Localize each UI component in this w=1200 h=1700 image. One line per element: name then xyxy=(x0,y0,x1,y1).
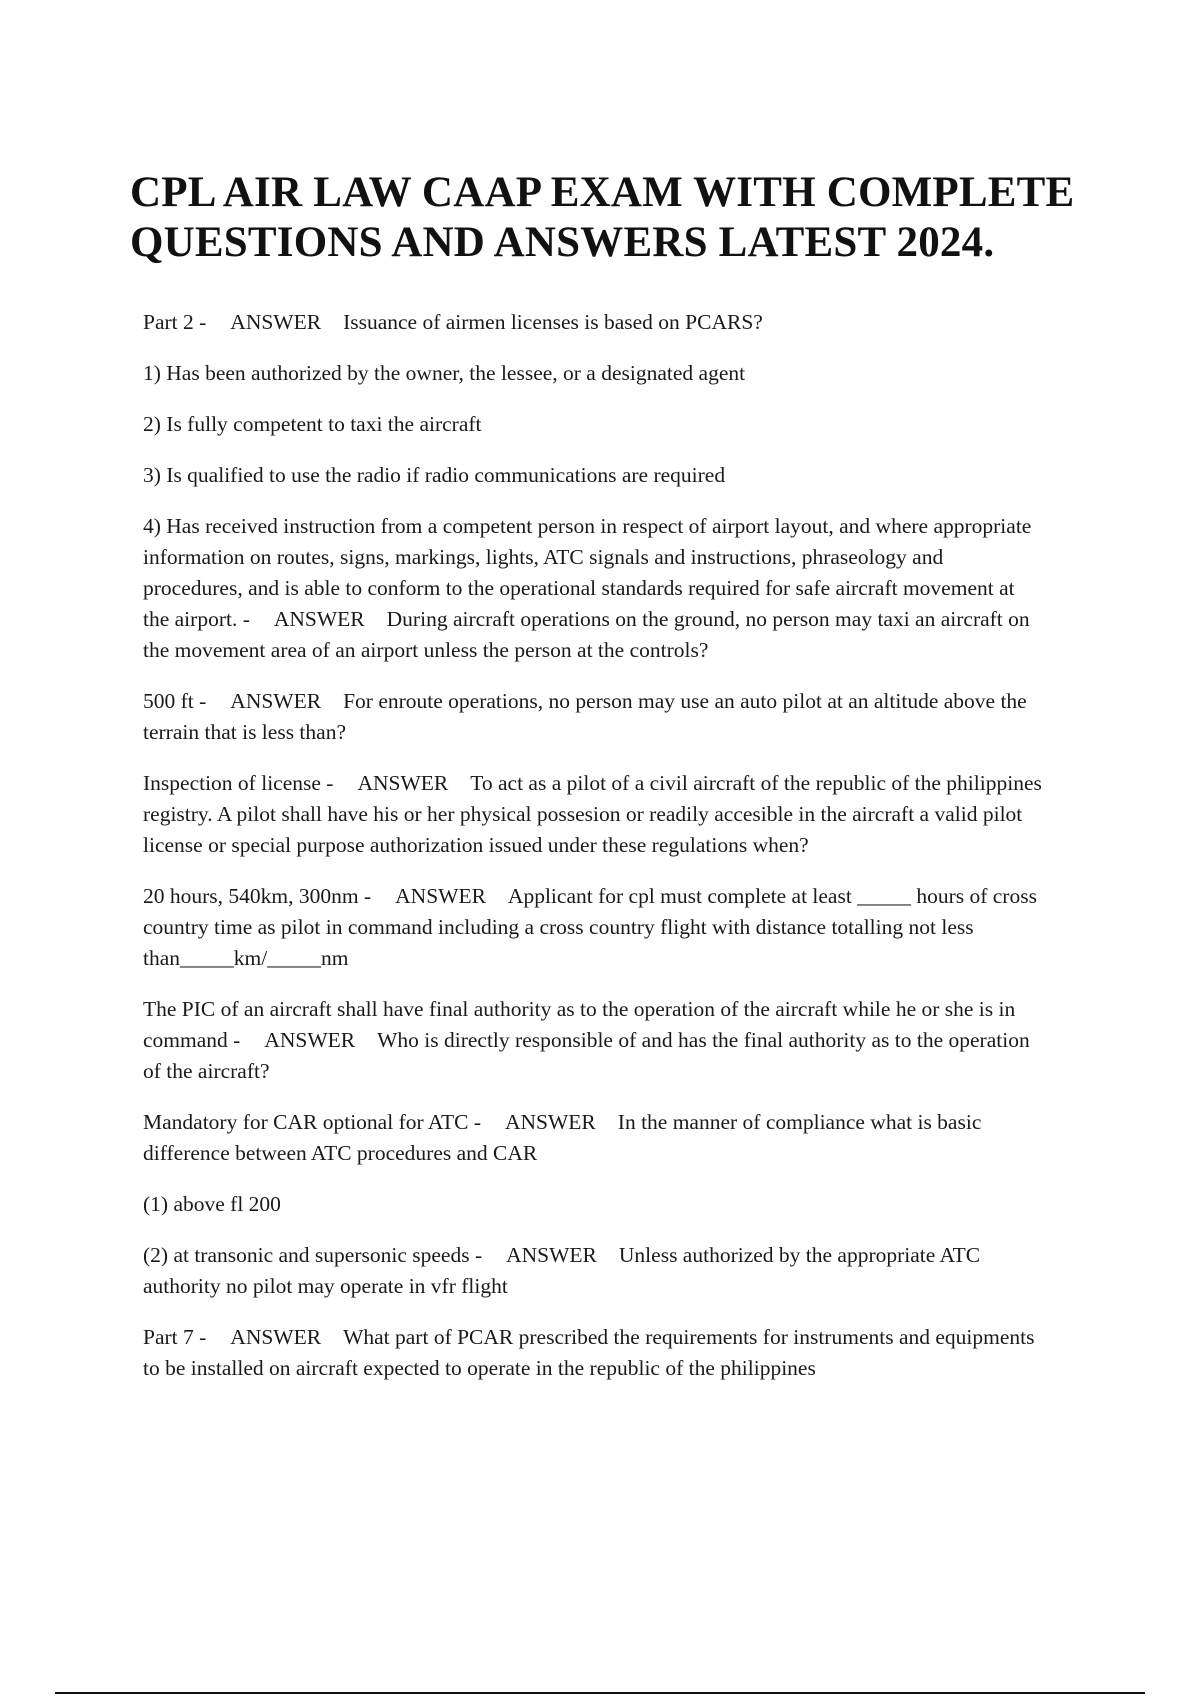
entry-question: In the manner of compliance what is basic difference between ATC procedures and CAR xyxy=(143,1110,982,1165)
qa-entry xyxy=(143,307,1043,338)
answer-label: ANSWER xyxy=(505,1110,596,1134)
qa-entry xyxy=(143,511,1043,666)
entry-text: 1) Has been authorized by the owner, the lessee, or a designated agent xyxy=(143,361,746,385)
qa-entry xyxy=(143,881,1043,974)
entry-answer: The PIC of an aircraft shall have final authority as to the operation of the aircraft while he or she is in command - xyxy=(143,997,1016,1052)
qa-entry xyxy=(143,358,1043,389)
qa-entry xyxy=(143,409,1043,440)
qa-entry xyxy=(143,460,1043,491)
page-title: CPL AIR LAW CAAP EXAM WITH COMPLETE QUESTIONS AND ANSWERS LATEST 2024. xyxy=(130,169,1075,266)
entry-answer: Mandatory for CAR optional for ATC - xyxy=(143,1110,481,1134)
entry-question: Issuance of airmen licenses is based on PCARS? xyxy=(343,310,763,334)
answer-label: ANSWER xyxy=(230,689,322,713)
qa-entry xyxy=(143,1189,1043,1220)
answer-label: ANSWER xyxy=(395,884,486,908)
entry-question: For enroute operations, no person may use an auto pilot at an altitude above the terrain that is less than? xyxy=(143,689,1027,744)
qa-entry xyxy=(143,1107,1043,1169)
qa-list xyxy=(143,307,1043,1404)
entry-question: To act as a pilot of a civil aircraft of the republic of the philippines registry. A pilot shall have his or her physical possesion or readily accesible in the aircraft a valid pilot license or special purpose authorization issued under these regulations when? xyxy=(143,771,1042,857)
qa-entry xyxy=(143,768,1043,861)
entry-answer: 20 hours, 540km, 300nm - xyxy=(143,884,372,908)
entry-answer: (2) at transonic and supersonic speeds - xyxy=(143,1243,483,1267)
entry-question: During aircraft operations on the ground, no person may taxi an aircraft on the movement area of an airport unless the person at the controls? xyxy=(143,607,1030,662)
answer-label: ANSWER xyxy=(230,1325,322,1349)
entry-text: (1) above fl 200 xyxy=(143,1192,281,1216)
answer-label: ANSWER xyxy=(357,771,449,795)
entry-text: 2) Is fully competent to taxi the aircraft xyxy=(143,412,482,436)
entry-text: 3) Is qualified to use the radio if radio communications are required xyxy=(143,463,726,487)
qa-entry xyxy=(143,1322,1043,1384)
entry-question: Unless authorized by the appropriate ATC authority no pilot may operate in vfr flight xyxy=(143,1243,981,1298)
entry-question: Applicant for cpl must complete at least _____ hours of cross country time as pilot in command including a cross country flight with distance totalling not less than_____km/_____nm xyxy=(143,884,1037,970)
entry-answer: 500 ft - xyxy=(143,689,207,713)
qa-entry xyxy=(143,686,1043,748)
qa-entry xyxy=(143,994,1043,1087)
entry-answer: 4) Has received instruction from a competent person in respect of airport layout, and where appropriate information on routes, signs, markings, lights, ATC signals and instructions, phraseology and procedures, and is able to conform to the operational standards required for safe aircraft movement at the airport. - xyxy=(143,514,1032,631)
answer-label: ANSWER xyxy=(506,1243,597,1267)
entry-question: Who is directly responsible of and has the final authority as to the operation of the aircraft? xyxy=(143,1028,1030,1083)
entry-answer: Part 2 - xyxy=(143,310,207,334)
entry-question: What part of PCAR prescribed the requirements for instruments and equipments to be installed on aircraft expected to operate in the republic of the philippines xyxy=(143,1325,1035,1380)
qa-entry xyxy=(143,1240,1043,1302)
entry-answer: Inspection of license - xyxy=(143,771,334,795)
answer-label: ANSWER xyxy=(230,310,322,334)
answer-label: ANSWER xyxy=(273,607,365,631)
answer-label: ANSWER xyxy=(264,1028,356,1052)
entry-answer: Part 7 - xyxy=(143,1325,207,1349)
footer-divider xyxy=(55,1692,1145,1694)
